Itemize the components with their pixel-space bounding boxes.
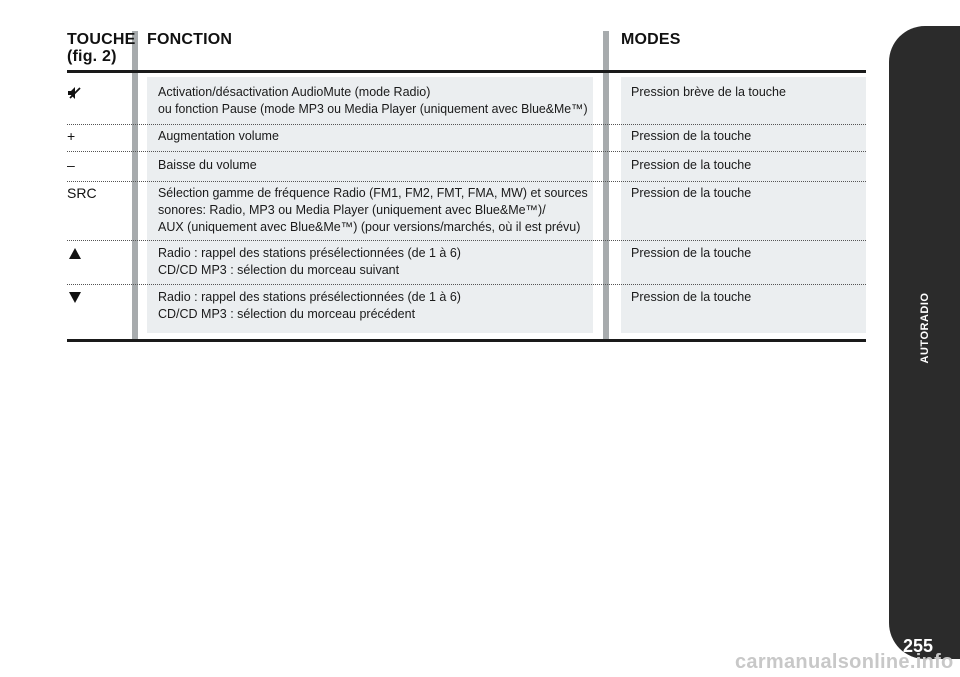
row-divider	[67, 284, 866, 285]
function-cell	[158, 245, 588, 279]
table-bottom-rule	[67, 339, 866, 342]
function-line: Sélection gamme de fréquence Radio (FM1, FM2, FMT, FMA, MW) et sources	[158, 186, 588, 200]
key-minus: –	[67, 157, 75, 173]
key-up	[67, 245, 81, 263]
function-line: Activation/désactivation AudioMute (mode Radio)	[158, 85, 431, 99]
mode-cell: Pression brève de la touche	[631, 85, 786, 99]
section-tab-label: AUTORADIO	[919, 292, 931, 364]
page-number: 255	[902, 636, 934, 656]
key-src: SRC	[67, 185, 97, 201]
mode-cell: Pression de la touche	[631, 246, 752, 260]
key-down	[67, 289, 81, 307]
mode-cell: Pression de la touche	[631, 129, 752, 143]
mode-cell: Pression de la touche	[631, 290, 752, 304]
function-line: CD/CD MP3 : sélection du morceau précédent	[158, 307, 416, 321]
triangle-up-icon	[69, 248, 81, 259]
watermark: carmanualsonline.info	[735, 651, 954, 673]
header-fonction: FONCTION	[147, 31, 233, 48]
function-line: Augmentation volume	[158, 129, 279, 143]
function-cell	[158, 84, 588, 118]
function-cell	[158, 185, 588, 236]
function-line: ou fonction Pause (mode MP3 ou Media Player (uniquement avec Blue&Me™)	[158, 102, 588, 116]
column-separator-2	[603, 31, 609, 340]
row-divider	[67, 181, 866, 182]
key-mute	[67, 86, 81, 104]
mode-cell: Pression de la touche	[631, 158, 752, 172]
header-touche-sub: (fig. 2)	[67, 48, 117, 65]
function-line: AUX (uniquement avec Blue&Me™) (pour versions/marchés, où il est prévu)	[158, 220, 581, 234]
header-touche-label: TOUCHE	[67, 31, 136, 48]
function-line: Radio : rappel des stations présélectionnées (de 1 à 6)	[158, 290, 461, 304]
speaker-mute-icon	[67, 86, 81, 100]
header-modes: MODES	[621, 31, 681, 48]
function-cell	[158, 157, 588, 174]
row-divider	[67, 240, 866, 241]
mode-cell: Pression de la touche	[631, 186, 752, 200]
column-separator-1	[132, 31, 138, 340]
function-line: CD/CD MP3 : sélection du morceau suivant	[158, 263, 400, 277]
function-line: Radio : rappel des stations présélectionnées (de 1 à 6)	[158, 246, 461, 260]
function-line: Baisse du volume	[158, 158, 257, 172]
key-plus: +	[67, 128, 76, 144]
header-touche	[67, 31, 135, 65]
function-cell	[158, 128, 588, 145]
row-divider	[67, 151, 866, 152]
function-line: sonores: Radio, MP3 ou Media Player (uniquement avec Blue&Me™)/	[158, 203, 546, 217]
function-cell	[158, 289, 588, 323]
row-divider	[67, 124, 866, 125]
table-top-rule	[67, 70, 866, 73]
triangle-down-icon	[69, 292, 81, 303]
